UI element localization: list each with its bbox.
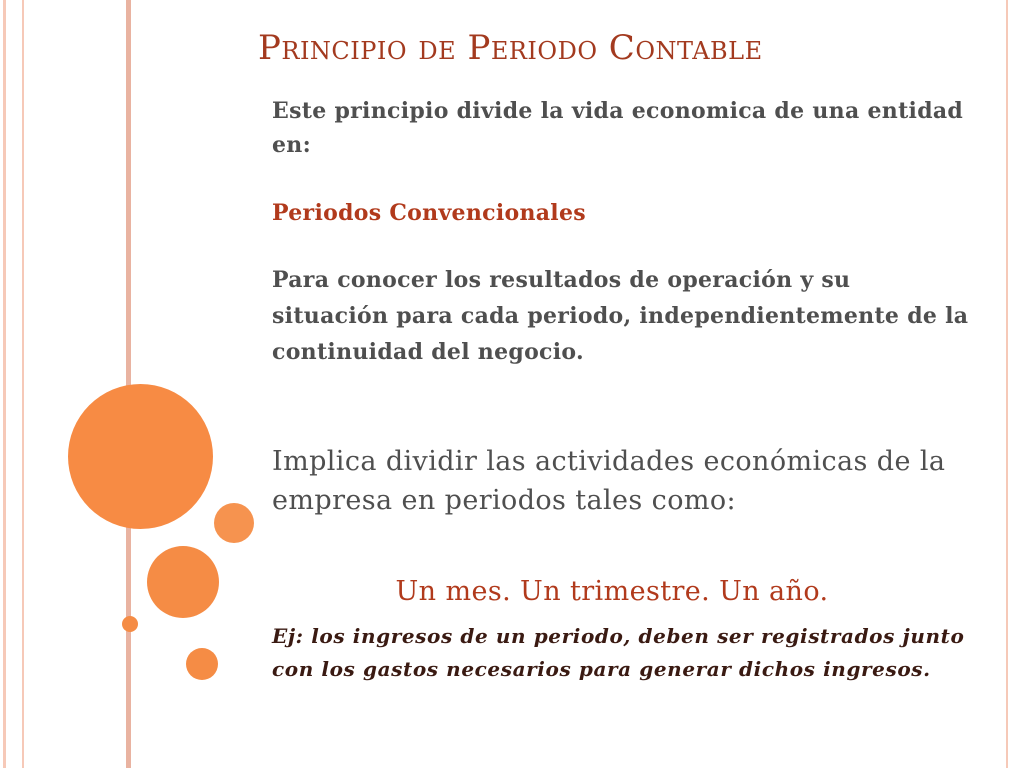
periods-text: Un mes. Un trimestre. Un año. — [395, 576, 829, 607]
slide-title: Principio de Periodo Contable — [258, 28, 763, 68]
decorative-line — [1006, 0, 1008, 768]
decorative-line — [3, 0, 6, 768]
decorative-line — [22, 0, 24, 768]
example-text: Ej: los ingresos de un periodo, deben ser registrados junto con los gastos necesarios para generar dichos ingresos. — [272, 624, 965, 681]
implication-text: Implica dividir las actividades económicas de la empresa en periodos tales como: — [272, 446, 946, 516]
decorative-circle-large — [68, 384, 213, 529]
decorative-circle — [147, 546, 219, 618]
intro-text: Este principio divide la vida economica de una entidad en: — [272, 98, 964, 158]
decorative-circle — [214, 503, 254, 543]
purpose-text: Para conocer los resultados de operación y su situación para cada periodo, independientemente de la continuidad del negocio. — [272, 267, 969, 365]
decorative-circle — [122, 616, 138, 632]
decorative-circle — [186, 648, 218, 680]
subtitle-text: Periodos Convencionales — [272, 200, 586, 226]
